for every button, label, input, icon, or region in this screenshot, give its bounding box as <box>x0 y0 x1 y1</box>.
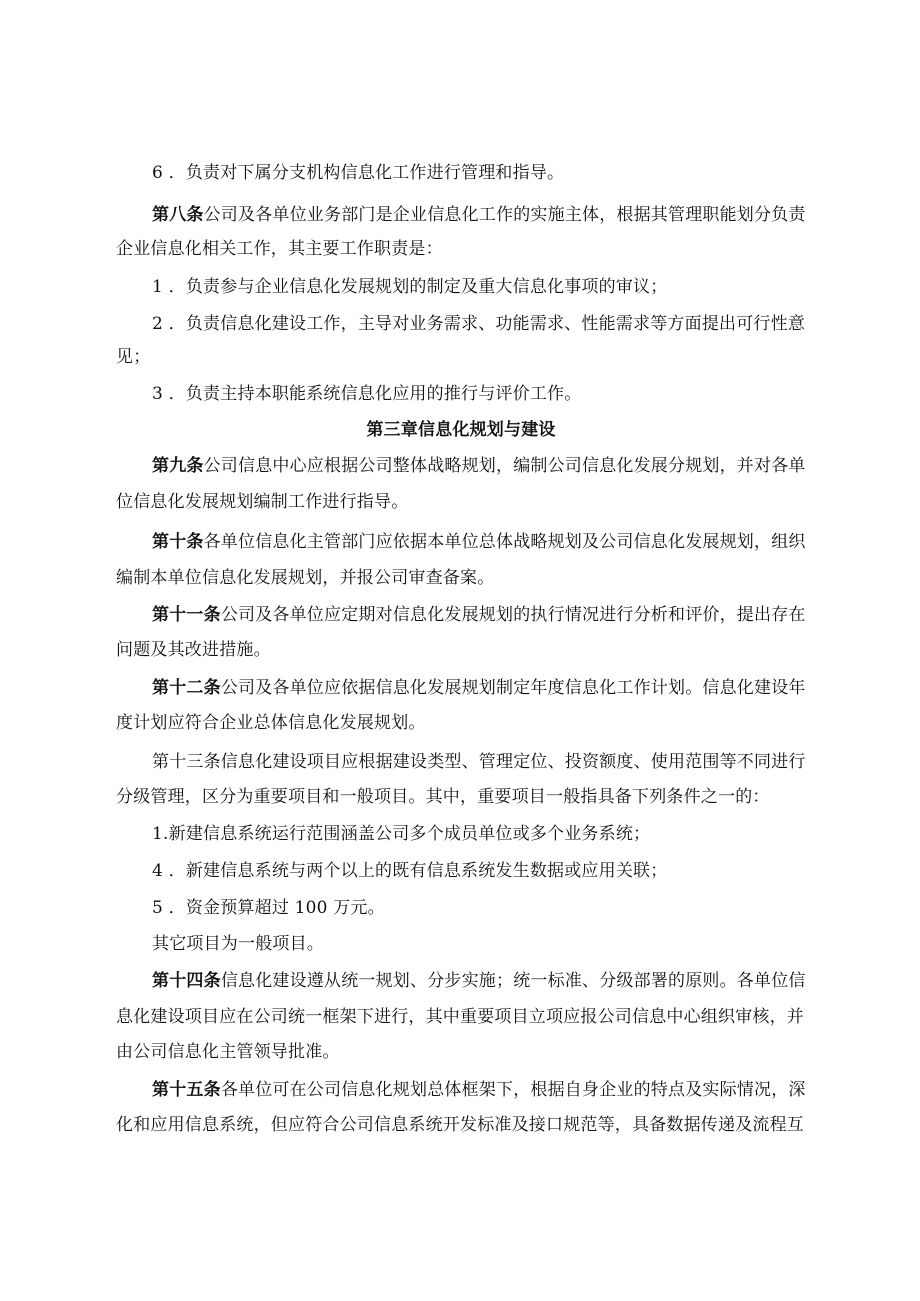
paragraph-text: 各单位可在公司信息化规划总体框架下，根据自身企业的特点及实际情况，深 <box>220 1080 806 1100</box>
paragraph-text: 企业信息化相关工作，其主要工作职责是： <box>116 239 443 259</box>
article-heading: 第八条 <box>152 205 204 225</box>
item-3-duty <box>152 382 806 406</box>
article-10-cont <box>116 566 806 590</box>
article-heading: 第十五条 <box>152 1080 221 1100</box>
paragraph-text: 公司及各单位应依据信息化发展规划制定年度信息化工作计划。信息化建设年 <box>220 678 806 698</box>
paragraph-text: 各单位信息化主管部门应依据本单位总体战略规划及公司信息化发展规划，组织 <box>203 532 806 552</box>
article-9 <box>152 454 806 478</box>
paragraph-text: 第十三条信息化建设项目应根据建设类型、管理定位、投资额度、使用范围等不同进行 <box>152 752 806 772</box>
paragraph-text: 公司及各单位应定期对信息化发展规划的执行情况进行分析和评价，提出存在 <box>220 605 806 625</box>
paragraph-text: 由公司信息化主管领导批准。 <box>116 1042 340 1062</box>
article-13 <box>152 750 806 774</box>
article-11-cont <box>116 638 806 662</box>
item-1-duty <box>152 275 806 299</box>
condition-4 <box>152 859 806 883</box>
paragraph-text: 度计划应符合企业总体信息化发展规划。 <box>116 713 426 733</box>
article-10 <box>152 530 806 554</box>
article-8 <box>152 203 806 227</box>
condition-1 <box>152 822 806 846</box>
article-14 <box>152 969 806 993</box>
article-heading: 第十一条 <box>152 605 221 625</box>
paragraph-text: 见； <box>116 347 151 367</box>
article-heading: 第十四条 <box>152 971 221 991</box>
paragraph-text: 4 ．新建信息系统与两个以上的既有信息系统发生数据或应用关联； <box>152 861 668 881</box>
paragraph-text: 公司信息中心应根据公司整体战略规划，编制公司信息化发展分规划，并对各单 <box>203 456 806 476</box>
paragraph-text: 公司及各单位业务部门是企业信息化工作的实施主体，根据其管理职能划分负责 <box>203 205 806 225</box>
paragraph-text: 1 ．负责参与企业信息化发展规划的制定及重大信息化事项的审议； <box>152 277 668 297</box>
paragraph-text: 信息化建设遵从统一规划、分步实施；统一标准、分级部署的原则。各单位信 <box>220 971 806 991</box>
article-15 <box>152 1078 806 1102</box>
paragraph-text: 1.新建信息系统运行范围涵盖公司多个成员单位或多个业务系统； <box>152 824 651 844</box>
paragraph-text: 编制本单位信息化发展规划，并报公司审查备案。 <box>116 568 495 588</box>
paragraph-text: 化和应用信息系统，但应符合公司信息系统开发标准及接口规范等，具备数据传递及流程互 <box>116 1115 804 1135</box>
other-projects <box>152 932 806 956</box>
article-heading: 第十二条 <box>152 678 221 698</box>
article-12 <box>152 676 806 700</box>
paragraph-text: 位信息化发展规划编制工作进行指导。 <box>116 492 409 512</box>
paragraph-text: 2 ．负责信息化建设工作，主导对业务需求、功能需求、性能需求等方面提出可行性意 <box>152 314 806 334</box>
article-13-cont <box>116 785 806 809</box>
article-12-cont <box>116 711 806 735</box>
article-14-cont-1 <box>116 1005 806 1029</box>
paragraph-text: 5 ．资金预算超过 100 万元。 <box>152 898 385 918</box>
paragraph-text: 3 ．负责主持本职能系统信息化应用的推行与评价工作。 <box>152 384 582 404</box>
item-2-duty-cont <box>116 345 806 369</box>
condition-5 <box>152 896 806 920</box>
article-15-cont <box>116 1113 806 1137</box>
item-2-duty <box>152 312 806 336</box>
paragraph-text: 分级管理，区分为重要项目和一般项目。其中，重要项目一般指具备下列条件之一的： <box>116 787 770 807</box>
chapter-heading <box>116 418 806 442</box>
item-6 <box>152 161 806 185</box>
paragraph-text: 息化建设项目应在公司统一框架下进行，其中重要项目立项应报公司信息中心组织审核，并 <box>116 1007 804 1027</box>
chapter-title: 第三章信息化规划与建设 <box>366 420 556 440</box>
paragraph-text: 问题及其改进措施。 <box>116 640 271 660</box>
article-8-cont <box>116 237 806 261</box>
article-9-cont <box>116 490 806 514</box>
article-heading: 第十条 <box>152 532 204 552</box>
paragraph-text: 6 ．负责对下属分支机构信息化工作进行管理和指导。 <box>152 163 565 183</box>
article-heading: 第九条 <box>152 456 204 476</box>
article-11 <box>152 603 806 627</box>
article-14-cont-2 <box>116 1040 806 1064</box>
paragraph-text: 其它项目为一般项目。 <box>152 934 324 954</box>
